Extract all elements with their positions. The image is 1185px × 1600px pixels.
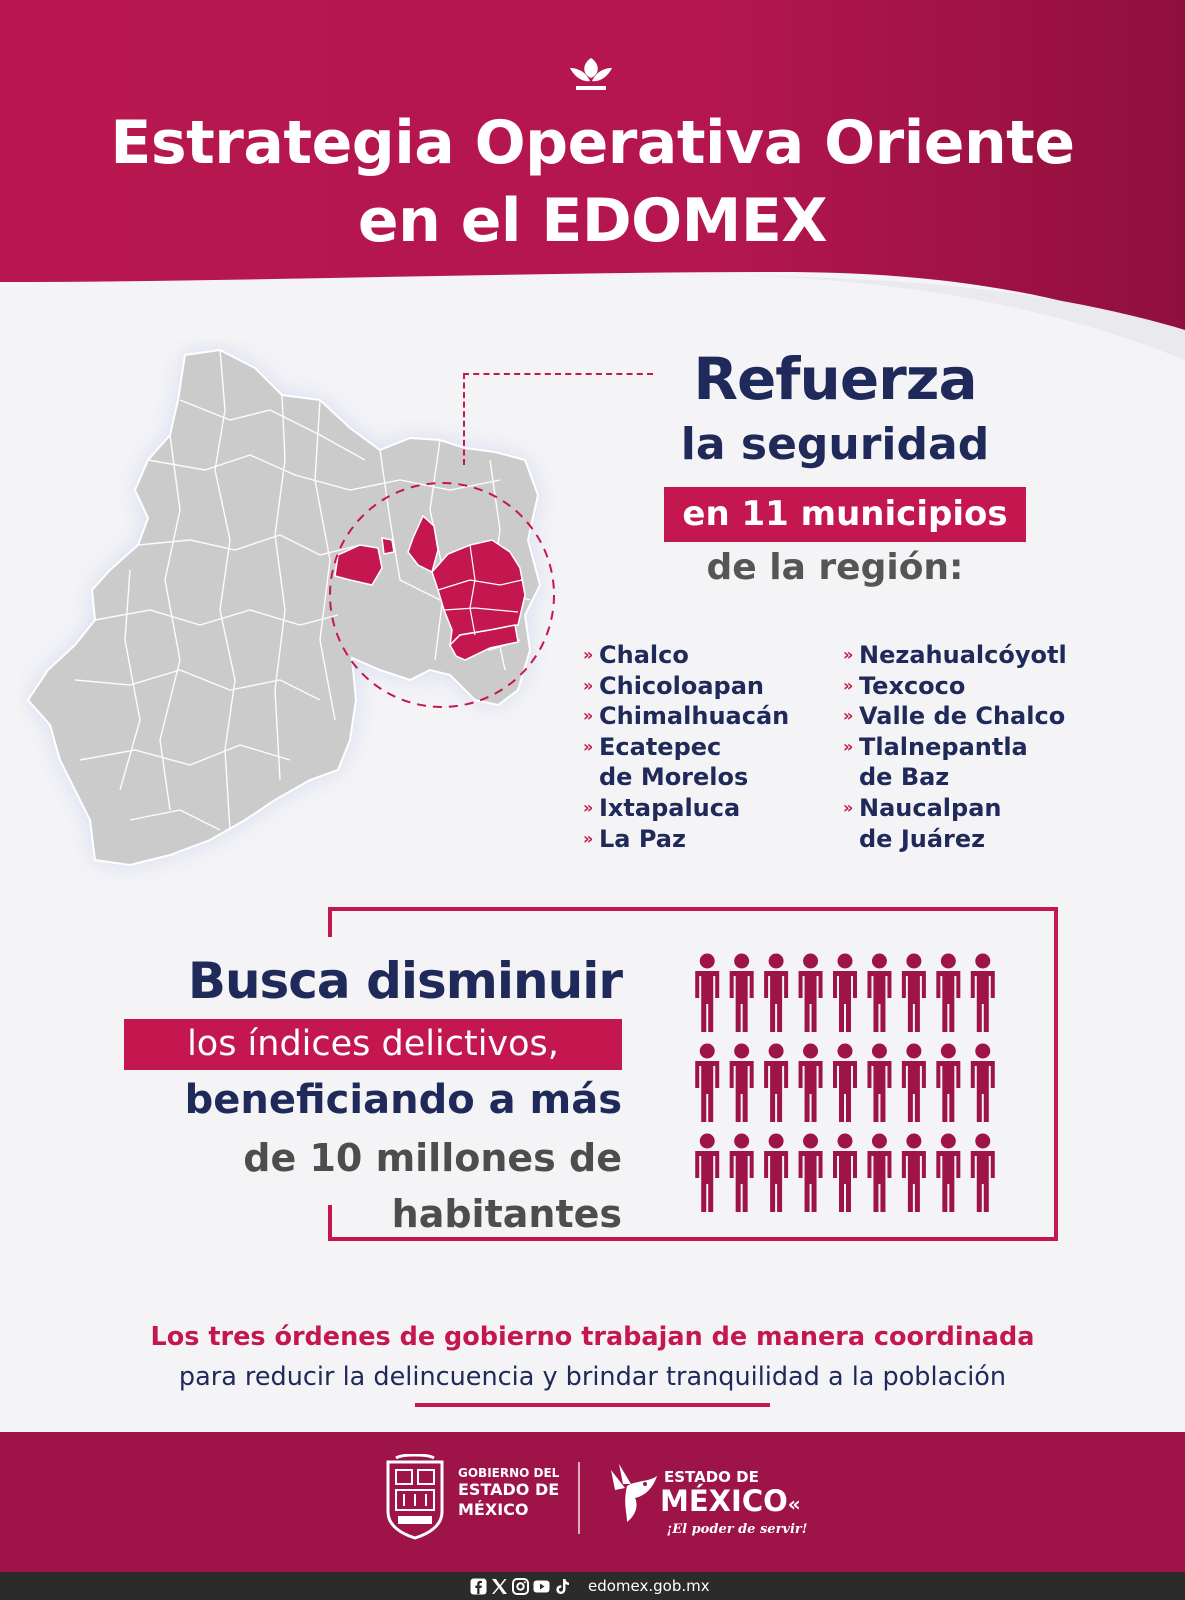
chevron-bullet-icon: »: [843, 675, 854, 695]
municipality-item: [843, 701, 1153, 732]
goal-frame-left-top: [328, 907, 332, 937]
person-icon: [833, 954, 857, 1033]
footer-divider: [578, 1462, 580, 1534]
chevron-bullet-icon: »: [583, 828, 594, 848]
headline-seguridad: la seguridad: [680, 419, 990, 470]
municipality-name: Tlalnepantla: [859, 732, 1028, 761]
estado-name-text: MÉXICO: [660, 1484, 788, 1518]
state-coat-of-arms-icon: [382, 1454, 448, 1542]
statement-line-1: Los tres órdenes de gobierno trabajan de manera coordinada: [150, 1322, 1035, 1352]
person-icon: [867, 1044, 891, 1123]
people-grid: [690, 950, 1000, 1220]
municipality-name: Ecatepec: [599, 732, 722, 761]
goal-heading: Busca disminuir: [187, 952, 622, 1010]
connector-dashed-horizontal: [463, 373, 653, 375]
municipality-item: [583, 671, 833, 702]
headline-refuerza: Refuerza: [693, 345, 977, 413]
person-icon: [730, 1134, 754, 1213]
person-icon: [867, 1134, 891, 1213]
gob-line-3: MÉXICO: [458, 1500, 529, 1519]
statement-line-2: para reducir la delincuencia y brindar tranquilidad a la población: [178, 1362, 1007, 1392]
municipality-name: La Paz: [599, 824, 686, 853]
municipality-item: [843, 793, 1153, 824]
chevron-bullet-icon: »: [583, 706, 594, 726]
municipality-item: [843, 762, 1153, 793]
goal-line-habitantes: habitantes: [391, 1192, 622, 1236]
chevron-bullet-icon: »: [843, 645, 854, 664]
municipality-name: Nezahualcóyotl: [859, 641, 1067, 669]
municipality-name: de Juárez: [859, 824, 986, 853]
municipality-item: [583, 732, 833, 763]
person-icon: [764, 954, 788, 1033]
person-icon: [695, 1044, 719, 1123]
edomex-map: [20, 340, 580, 880]
person-icon: [867, 954, 891, 1033]
chevron-bullet-icon: »: [843, 736, 854, 756]
person-icon: [799, 954, 823, 1033]
title-line-2: en el EDOMEX: [357, 186, 828, 256]
chevron-bullet-icon: »: [583, 675, 594, 695]
person-icon: [730, 1044, 754, 1123]
municipality-name: de Baz: [859, 763, 950, 792]
municipality-item: [583, 640, 833, 671]
person-icon: [902, 1044, 926, 1123]
municipality-item: [843, 640, 1153, 671]
person-icon: [799, 1134, 823, 1213]
municipality-item: [583, 701, 833, 732]
chevron-bullet-icon: »: [583, 797, 594, 817]
estado-slogan: ¡El poder de servir!: [666, 1522, 808, 1537]
page-title: [0, 104, 1185, 260]
municipality-name: Chicoloapan: [599, 671, 765, 700]
tiktok-icon[interactable]: [554, 1578, 571, 1595]
municipality-name: Valle de Chalco: [859, 702, 1066, 731]
municipality-name: Ixtapaluca: [599, 793, 741, 822]
municipality-item: [843, 732, 1153, 763]
chevron-bullet-icon: [583, 762, 599, 793]
person-icon: [833, 1134, 857, 1213]
website-link[interactable]: edomex.gob.mx: [588, 1577, 710, 1595]
title-line-1: Estrategia Operativa Oriente: [110, 108, 1075, 178]
chevrons-icon: «: [787, 1492, 801, 1516]
gob-line-1: GOBIERNO DEL: [458, 1466, 560, 1480]
person-icon: [730, 954, 754, 1033]
hummingbird-logo-icon: [605, 1462, 663, 1526]
chevron-bullet-icon: »: [583, 645, 594, 664]
person-icon: [902, 1134, 926, 1213]
person-icon: [936, 1134, 960, 1213]
headline-municipios-badge: en 11 municipios: [664, 487, 1026, 542]
goal-line-millones: de 10 millones de: [243, 1136, 622, 1180]
connector-dashed-vertical: [463, 373, 465, 465]
chevron-bullet-icon: »: [843, 706, 854, 726]
municipality-name: Texcoco: [859, 671, 966, 700]
chevron-bullet-icon: [843, 824, 859, 855]
municipality-name: Chalco: [599, 641, 689, 669]
youtube-icon[interactable]: [533, 1578, 550, 1595]
person-icon: [936, 1044, 960, 1123]
person-icon: [971, 1134, 995, 1213]
municipality-item: [583, 793, 833, 824]
facebook-icon[interactable]: [470, 1578, 487, 1595]
person-icon: [971, 1044, 995, 1123]
municipality-name: Naucalpan: [859, 793, 1002, 822]
municipality-name: de Morelos: [599, 763, 749, 792]
municipality-list-right: [843, 640, 1153, 854]
state-government-label: [458, 1466, 568, 1520]
gob-line-2: ESTADO DE: [458, 1480, 560, 1499]
person-icon: [764, 1044, 788, 1123]
instagram-icon[interactable]: [512, 1578, 529, 1595]
person-icon: [902, 954, 926, 1033]
person-icon: [799, 1044, 823, 1123]
person-icon: [695, 1134, 719, 1213]
municipality-item: [843, 671, 1153, 702]
goal-highlight-badge: los índices delictivos,: [124, 1019, 622, 1070]
headline-region: de la región:: [706, 547, 964, 588]
municipality-item: [583, 762, 833, 793]
social-icons: [470, 1576, 571, 1596]
estado-label: ESTADO DE: [664, 1468, 759, 1486]
statement-underline: [415, 1403, 770, 1407]
municipality-list-left: [583, 640, 833, 854]
person-icon: [833, 1044, 857, 1123]
chevron-bullet-icon: [843, 762, 859, 793]
estado-name: [660, 1484, 840, 1521]
x-icon[interactable]: [491, 1578, 508, 1595]
leaf-sprout-icon: [568, 50, 614, 92]
chevron-bullet-icon: »: [843, 797, 854, 817]
person-icon: [971, 954, 995, 1033]
person-icon: [764, 1134, 788, 1213]
chevron-bullet-icon: »: [583, 736, 594, 756]
municipality-item: [583, 824, 833, 855]
person-icon: [695, 954, 719, 1033]
person-icon: [936, 954, 960, 1033]
municipality-name: Chimalhuacán: [599, 702, 790, 731]
goal-line-beneficiando: beneficiando a más: [184, 1077, 622, 1123]
municipality-item: [843, 824, 1153, 855]
